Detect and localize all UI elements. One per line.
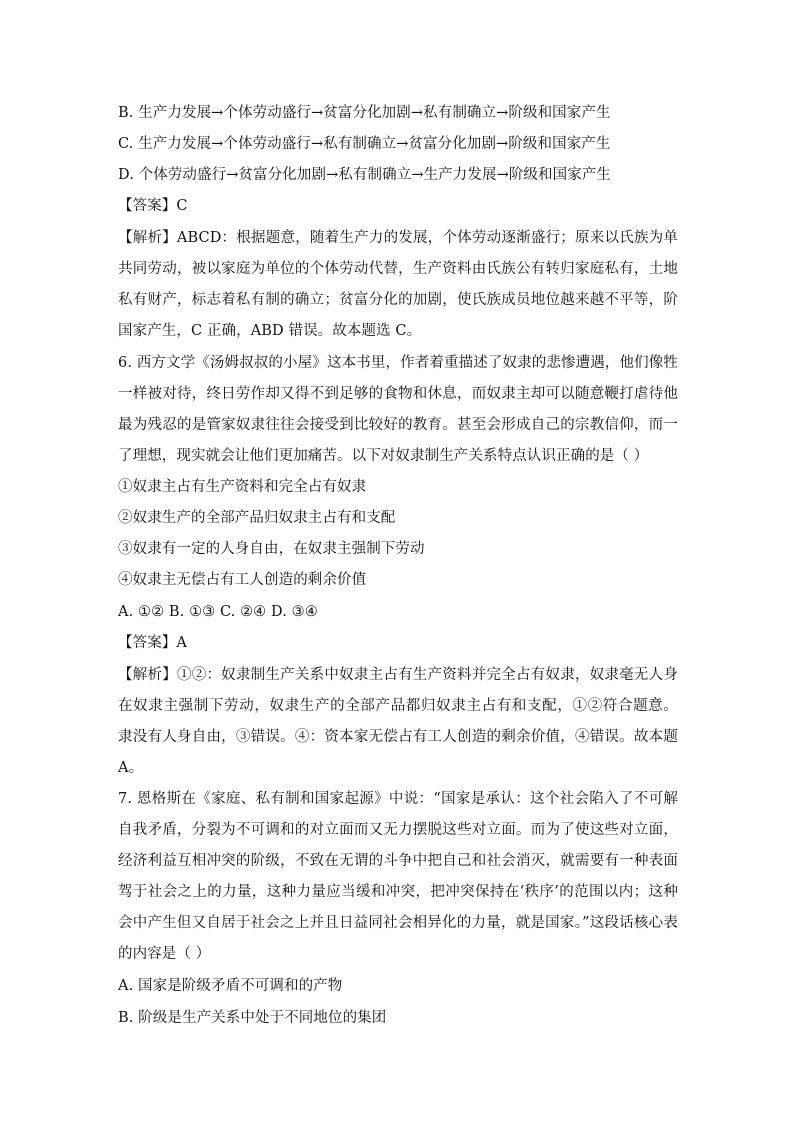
- analysis-6-line-1: 【解析】①②：奴隶制生产关系中奴隶主占有生产资料并完全占有奴隶，奴隶毫无人身: [118, 667, 678, 683]
- analysis-5-line-4: 国家产生，C 正确，ABD 错误。故本题选 C。: [118, 323, 422, 339]
- question-7-line-4: 驾于社会之上的力量，这种力量应当缓和冲突，把冲突保持在‘秩序’的范围以内；这种: [118, 884, 678, 900]
- option-d: D. 个体劳动盛行→贫富分化加剧→私有制确立→生产力发展→阶级和国家产生: [118, 167, 612, 183]
- analysis-5-line-1: 【解析】ABCD：根据题意，随着生产力的发展，个体劳动逐渐盛行；原来以氏族为单: [118, 230, 678, 246]
- option-7b: B. 阶级是生产关系中处于不同地位的集团: [118, 1010, 387, 1026]
- analysis-5-line-2: 共同劳动，被以家庭为单位的个体劳动代替，生产资料由氏族公有转归家庭私有，土地: [118, 261, 678, 277]
- statement-2: ②奴隶生产的全部产品归奴隶主占有和支配: [118, 510, 396, 526]
- answer-5: 【答案】C: [118, 198, 188, 214]
- question-7-line-6: 的内容是（ ）: [118, 946, 211, 962]
- option-7a: A. 国家是阶级矛盾不可调和的产物: [118, 978, 343, 994]
- statement-1: ①奴隶主占有生产资料和完全占有奴隶: [118, 479, 367, 495]
- question-6-options: A. ①② B. ①③ C. ②④ D. ③④: [118, 604, 318, 620]
- analysis-6-line-3: 隶没有人身自由，③错误。④：资本家无偿占有工人创造的剩余价值，④错误。故本题: [118, 729, 678, 745]
- question-7-line-1: 7. 恩格斯在《家庭、私有制和国家起源》中说：“国家是承认：这个社会陷入了不可解: [118, 791, 678, 807]
- answer-6: 【答案】A: [118, 635, 187, 651]
- question-7-line-3: 经济利益互相冲突的阶级，不致在无谓的斗争中把自己和社会消灭，就需要有一种表面: [118, 853, 678, 869]
- statement-3: ③奴隶有一定的人身自由，在奴隶主强制下劳动: [118, 541, 425, 557]
- question-7-line-5: 会中产生但又自居于社会之上并且日益同社会相异化的力量，就是国家。”这段话核心表: [118, 915, 678, 931]
- question-6-line-4: 了理想，现实就会让他们更加痛苦。以下对奴隶制生产关系特点认识正确的是（ ）: [118, 448, 649, 464]
- statement-4: ④奴隶主无偿占有工人创造的剩余价值: [118, 572, 367, 588]
- option-b: B. 生产力发展→个体劳动盛行→贫富分化加剧→私有制确立→阶级和国家产生: [118, 105, 611, 121]
- question-6-line-3: 最为残忍的是管家奴隶往往会接受到比较好的教育。甚至会形成自己的宗教信仰，而一: [118, 417, 678, 433]
- question-6-line-1: 6. 西方文学《汤姆叔叔的小屋》这本书里，作者着重描述了奴隶的悲惨遭遇，他们像牲: [118, 355, 678, 371]
- question-6-line-2: 一样被对待，终日劳作却又得不到足够的食物和休息，而奴隶主却可以随意鞭打虐待他: [118, 386, 678, 402]
- analysis-6-line-4: A。: [118, 760, 144, 776]
- option-c: C. 生产力发展→个体劳动盛行→私有制确立→贫富分化加剧→阶级和国家产生: [118, 136, 611, 152]
- analysis-5-line-3: 私有财产，标志着私有制的确立；贫富分化的加剧，使氏族成员地位越来越不平等，阶: [118, 292, 678, 308]
- question-7-line-2: 自我矛盾，分裂为不可调和的对立面而又无力摆脱这些对立面。而为了使这些对立面，: [118, 822, 678, 838]
- analysis-6-line-2: 在奴隶主强制下劳动，奴隶生产的全部产品都归奴隶主占有和支配，①②符合题意。: [118, 698, 678, 714]
